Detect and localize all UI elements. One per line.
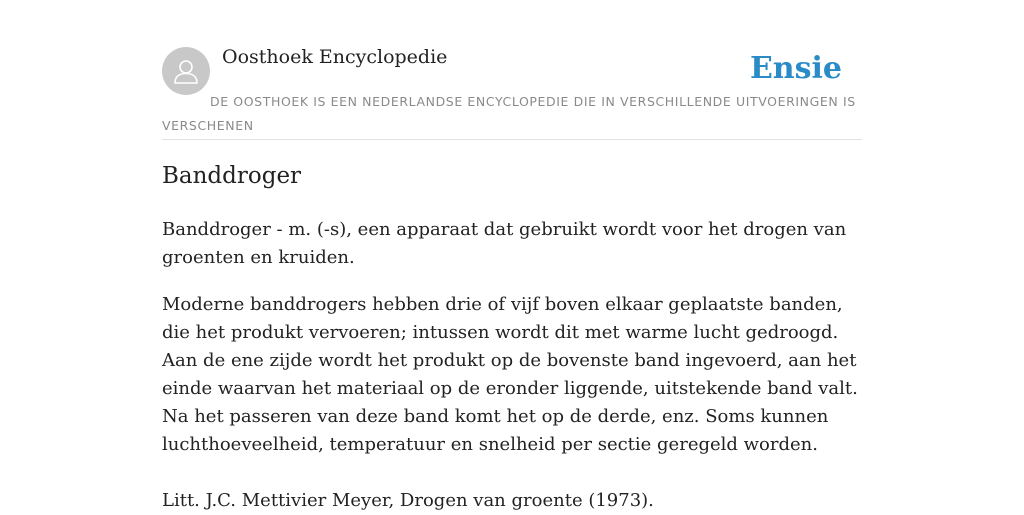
page-container <box>162 0 862 511</box>
source-header <box>162 0 862 140</box>
source-avatar[interactable] <box>162 47 210 95</box>
user-icon <box>171 56 201 86</box>
entry-title: Banddroger <box>162 163 302 189</box>
source-description: DE OOSTHOEK IS EEN NEDERLANDSE ENCYCLOPEDIE DIE IN VERSCHILLENDE UITVOERINGEN IS VERSCHENEN <box>162 94 856 133</box>
entry-paragraph-literature: Litt. J.C. Mettivier Meyer, Drogen van groente (1973). <box>162 490 654 511</box>
entry-paragraph-description: Moderne banddrogers hebben drie of vijf boven elkaar geplaatste banden, die het produkt vervoeren; intussen wordt dit met warme lucht gedroogd. Aan de ene zijde wordt het produkt op de bovenste band ingevoerd, aan het einde waarvan het materiaal op de eronder liggende, uitstekende band valt. Na het passeren van deze band komt het op de derde, enz. Soms kunnen luchthoeveelheid, temperatuur en snelheid per sectie geregeld worden. <box>162 294 858 455</box>
ensie-logo-link[interactable]: Ensie <box>749 51 842 86</box>
entry-paragraph-definition: Banddroger - m. (-s), een apparaat dat gebruikt wordt voor het drogen van groenten en kruiden. <box>162 219 847 268</box>
source-title[interactable]: Oosthoek Encyclopedie <box>222 46 448 68</box>
